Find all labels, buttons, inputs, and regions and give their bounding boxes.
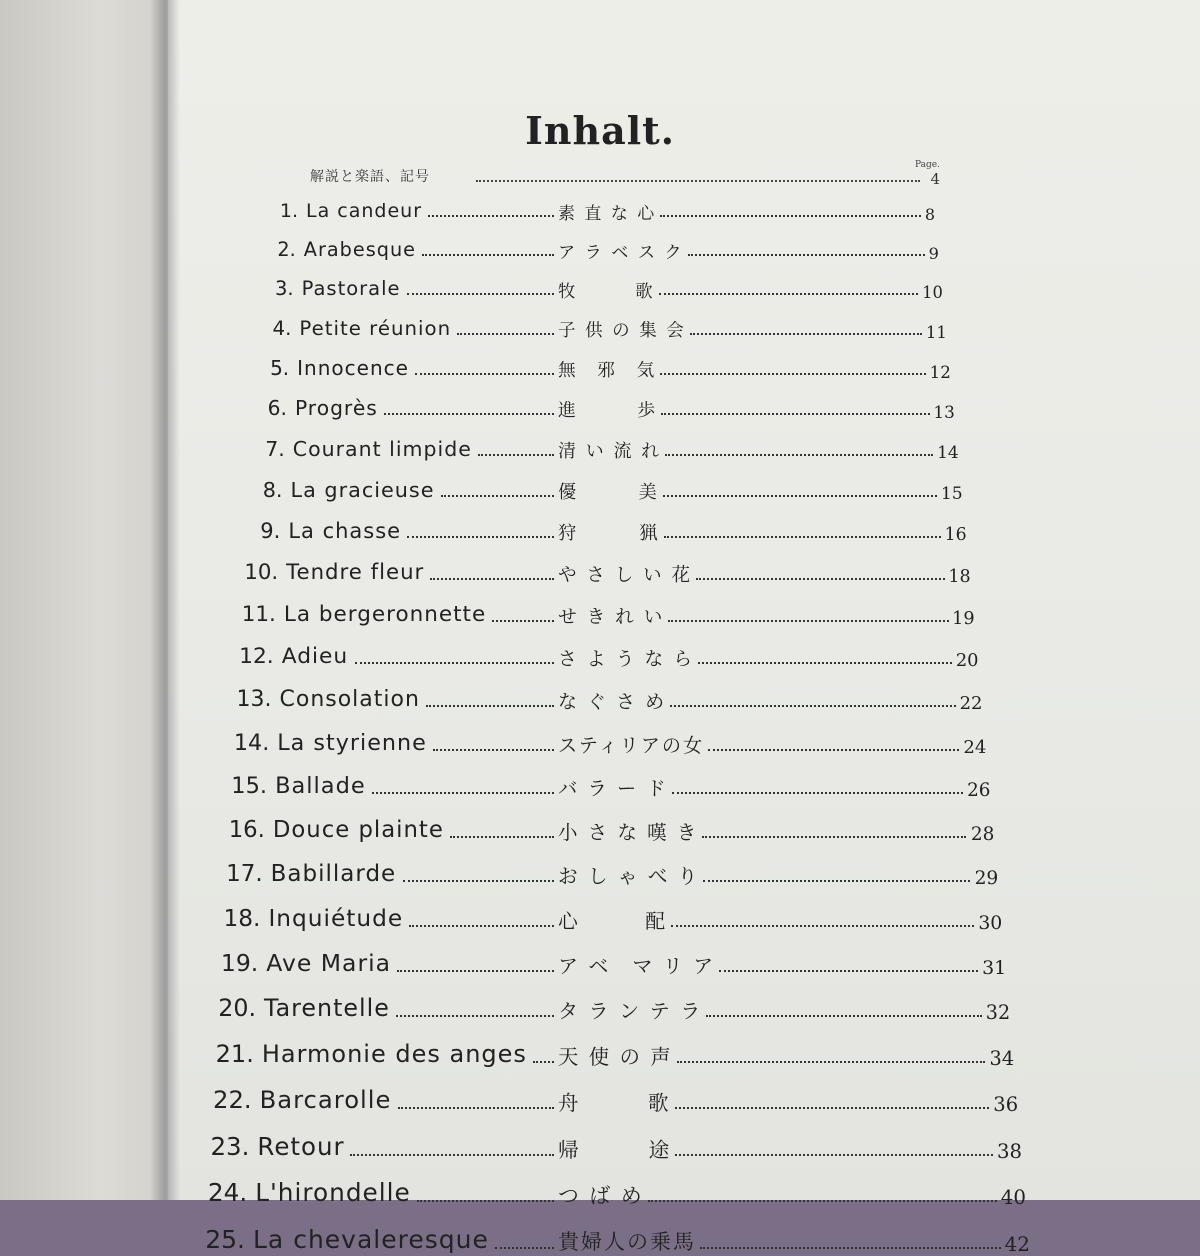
toc-row [277,233,939,263]
toc-row [239,641,979,672]
entry-number: 2. [277,237,296,261]
entry-japanese-title: お し ゃ べ り [557,865,700,889]
entry-japanese-title: 子 供 の 集 会 [558,320,686,341]
entry-page-number: 42 [1004,1232,1030,1256]
entry-title: Adieu [281,644,349,670]
toc-row [262,474,963,504]
entry-page-number: 12 [929,362,951,382]
entry-number: 24. [207,1178,248,1208]
leader-dots [398,1107,554,1109]
toc-row [215,1040,1015,1070]
left-page [0,0,168,1200]
entry-number: 16. [228,817,265,843]
entry-japanese-title: な ぐ さ め [558,691,667,714]
entry-title: La styrienne [277,729,427,756]
toc-row [226,859,999,890]
leader-dots [428,215,554,217]
entry-title: Retour [257,1131,345,1161]
entry-title: La chevaleresque [253,1225,489,1255]
entry-page-number: 34 [989,1047,1015,1070]
toc-row [220,948,1007,979]
leader-dots [533,1061,554,1063]
entry-page-number: 19 [952,609,975,629]
entry-page-number: 36 [993,1093,1019,1117]
entry-japanese-title: さ よ う な ら [557,649,695,671]
entry-number: 11. [241,602,276,627]
entry-page-number: 20 [955,650,979,672]
toc-row [236,684,983,715]
entry-japanese-title: スティリアの女 [557,733,705,757]
leader-dots [433,749,554,751]
intro-entry [310,160,940,192]
entry-japanese-title: 素 直 な 心 [558,204,657,224]
entry-japanese-title: バ ラ ー ド [557,777,668,801]
leader-dots [495,1247,554,1249]
toc-row [260,515,967,546]
entry-title: Consolation [279,687,420,713]
entry-page-number: 14 [937,442,959,463]
entry-japanese-title: 狩 猟 [557,523,660,545]
entry-number: 8. [262,477,283,502]
leader-dots [396,1015,554,1017]
leader-dots [430,578,554,580]
leader-dots [702,836,966,838]
entry-title: Douce plainte [272,817,444,843]
entry-number: 22. [213,1085,252,1115]
leader-dots [671,925,974,927]
leader-dots [350,1154,554,1156]
toc-row [274,272,943,303]
leader-dots [660,373,926,375]
entry-number: 14. [233,729,270,756]
leader-dots [476,180,920,182]
toc-row [228,815,995,845]
entry-japanese-title: ア ベ マ リ ア [558,953,716,978]
entry-title: Ballade [275,773,366,800]
entry-japanese-title: 天 使 の 声 [557,1045,673,1069]
entry-number: 18. [223,904,261,932]
entry-number: 6. [267,396,287,420]
leader-dots [648,1200,997,1202]
leader-dots [478,454,554,456]
entry-japanese-title: 牧 歌 [557,282,655,303]
leader-dots [696,578,945,580]
entry-number: 17. [226,861,263,888]
entry-page-number: 11 [925,322,947,342]
entry-title: Inquiétude [268,904,404,932]
leader-dots [450,836,554,838]
entry-number: 9. [260,519,281,544]
entry-page-number: 10 [922,283,943,303]
leader-dots [659,293,918,295]
entry-page-number: 29 [974,868,999,890]
entry-title: L'hirondelle [255,1178,411,1208]
toc-row [205,1225,1030,1256]
entry-title: Petite réunion [299,316,452,340]
leader-dots [441,495,554,497]
leader-dots [372,792,554,794]
toc-row [267,392,955,422]
entry-japanese-title: せ き れ い [557,607,665,628]
entry-page-number: 28 [970,824,995,845]
leader-dots [698,662,952,664]
entry-number: 1. [279,200,298,222]
leader-dots [407,293,554,295]
entry-page-number: 40 [1000,1186,1027,1210]
leader-dots [409,925,554,927]
toc-row [241,599,975,629]
entry-number: 19. [220,948,259,977]
entry-japanese-title: 小 さ な 嘆 き [558,821,699,844]
leader-dots [355,662,554,664]
intro-label: 解説と楽語、記号 [310,169,430,185]
entry-page-number: 13 [933,402,955,422]
entry-number: 23. [210,1131,250,1161]
toc-row [244,557,971,587]
entry-japanese-title: 心 配 [557,909,668,933]
page-title: Inhalt. [525,108,675,153]
entry-number: 3. [274,277,294,301]
entry-page-number: 15 [940,483,963,504]
leader-dots [688,254,925,256]
toc-row [231,771,991,802]
leader-dots [690,333,922,335]
entry-japanese-title: ア ラ ベ ス ク [557,242,684,263]
entry-title: Progrès [294,396,378,420]
entry-title: Harmonie des anges [261,1040,527,1068]
toc-row [218,994,1011,1025]
toc-row [233,728,987,758]
leader-dots [719,970,978,972]
intro-page-number: 4 [930,170,940,188]
entry-title: Ave Maria [266,948,392,977]
entry-title: Babillarde [270,861,397,888]
entry-page-number: 16 [944,525,967,546]
leader-dots [664,536,941,538]
entry-title: Barcarolle [259,1085,392,1115]
leader-dots [426,705,555,707]
entry-japanese-title: つ ば め [557,1184,644,1209]
leader-dots [706,1015,982,1017]
leader-dots [661,413,930,415]
entry-title: La candeur [306,200,423,222]
entry-title: Courant limpide [292,436,472,461]
entry-page-number: 9 [928,243,939,263]
leader-dots [675,1154,993,1156]
leader-dots [670,705,956,707]
entry-japanese-title: 優 美 [557,481,659,503]
entry-title: La bergeronnette [283,602,487,627]
toc-row [213,1085,1019,1117]
entry-page-number: 30 [978,912,1003,934]
entry-title: La chasse [288,519,402,544]
entry-page-number: 22 [959,693,983,715]
toc-row [210,1131,1023,1163]
leader-dots [668,620,949,622]
entry-number: 12. [239,644,274,670]
entry-title: Tendre fleur [286,559,425,585]
leader-dots [660,215,921,217]
toc-row [270,352,951,382]
entry-page-number: 26 [967,780,991,802]
entry-number: 20. [218,994,257,1023]
entry-number: 25. [205,1225,245,1255]
toc-row [279,194,935,224]
entry-page-number: 8 [924,205,935,224]
entry-number: 10. [244,559,279,585]
entry-title: La gracieuse [290,477,435,502]
entry-page-number: 32 [985,1001,1011,1025]
entry-number: 7. [265,436,285,461]
entry-japanese-title: や さ し い 花 [558,564,693,586]
leader-dots [417,1200,554,1202]
entry-page-number: 31 [982,956,1007,979]
entry-page-number: 24 [963,736,987,758]
entry-japanese-title: 進 歩 [557,400,658,421]
leader-dots [415,373,554,375]
page-column-header: Page. [915,160,940,170]
toc-row [272,312,947,342]
leader-dots [457,333,554,335]
entry-japanese-title: 貴婦人の乗馬 [558,1230,696,1255]
entry-number: 21. [215,1040,254,1068]
leader-dots [672,792,963,794]
entry-number: 4. [272,316,292,340]
entry-japanese-title: 帰 途 [557,1137,672,1162]
toc-row [223,904,1003,934]
leader-dots [708,749,959,751]
entry-number: 5. [270,355,290,380]
leader-dots [384,413,554,415]
leader-dots [407,536,554,538]
entry-japanese-title: 清 い 流 れ [558,440,662,462]
entry-japanese-title: 舟 歌 [558,1091,671,1116]
entry-number: 13. [236,687,272,713]
entry-japanese-title: タ ラ ン テ ラ [557,999,703,1024]
leader-dots [422,254,554,256]
entry-title: Pastorale [301,277,401,301]
leader-dots [492,620,554,622]
entry-title: Tarentelle [264,994,390,1023]
leader-dots [663,495,937,497]
entry-japanese-title: 無 邪 気 [557,360,657,381]
leader-dots [703,880,970,882]
entry-title: Arabesque [303,237,417,261]
leader-dots [397,970,554,972]
leader-dots [665,454,933,456]
entry-title: Innocence [297,355,409,380]
entry-page-number: 18 [948,566,971,587]
leader-dots [677,1061,985,1063]
leader-dots [403,880,554,882]
toc-row [265,433,959,463]
entry-number: 15. [231,773,268,800]
toc-row [207,1178,1027,1210]
book-spine [150,0,180,1200]
entry-page-number: 38 [997,1139,1023,1163]
leader-dots [675,1107,989,1109]
leader-dots [700,1247,1001,1249]
